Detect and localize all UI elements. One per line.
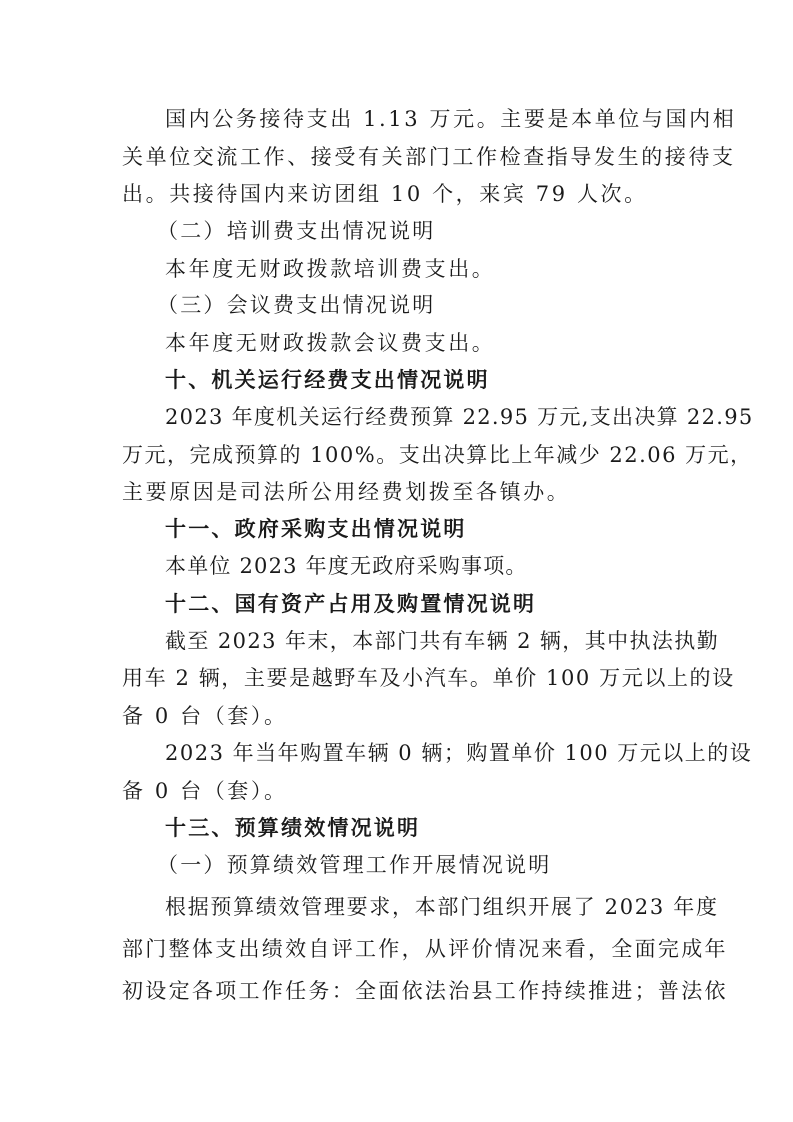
- performance-line-2: 部门整体支出绩效自评工作，从评价情况来看，全面完成年: [122, 937, 728, 961]
- section-13-heading: 十三、预算绩效情况说明: [165, 816, 421, 840]
- section-10-heading: 十、机关运行经费支出情况说明: [165, 368, 490, 392]
- section-12-line-4: 2023 年当年购置车辆 0 辆；购置单价 100 万元以上的设: [165, 741, 753, 765]
- section-12-heading: 十二、国有资产占用及购置情况说明: [165, 592, 537, 616]
- section-10-line-1: 2023 年度机关运行经费预算 22.95 万元,支出决算 22.95: [165, 405, 754, 429]
- reception-paragraph-line-1: 国内公务接待支出 1.13 万元。主要是本单位与国内相: [165, 107, 737, 131]
- training-subheading: （二）培训费支出情况说明: [157, 219, 436, 243]
- meeting-subheading: （三）会议费支出情况说明: [157, 293, 436, 317]
- performance-subheading: （一）预算绩效管理工作开展情况说明: [157, 853, 552, 877]
- section-12-line-1: 截至 2023 年末，本部门共有车辆 2 辆，其中执法执勤: [165, 629, 720, 653]
- section-10-line-2: 万元，完成预算的 100%。支出决算比上年减少 22.06 万元，: [122, 443, 753, 467]
- section-10-line-3: 主要原因是司法所公用经费划拨至各镇办。: [122, 480, 571, 504]
- section-12-line-3: 备 0 台（套）。: [122, 704, 288, 728]
- reception-paragraph-line-2: 关单位交流工作、接受有关部门工作检查指导发生的接待支: [122, 145, 736, 169]
- performance-line-3: 初设定各项工作任务：全面依法治县工作持续推进；普法依: [122, 979, 728, 1003]
- section-12-line-2: 用车 2 辆，主要是越野车及小汽车。单价 100 万元以上的设: [122, 666, 735, 690]
- reception-paragraph-line-3: 出。共接待国内来访团组 10 个，来宾 79 人次。: [122, 182, 648, 206]
- section-12-line-5: 备 0 台（套）。: [122, 779, 288, 803]
- meeting-text: 本年度无财政拨款会议费支出。: [165, 331, 496, 355]
- section-11-text: 本单位 2023 年度无政府采购事项。: [165, 554, 528, 578]
- section-11-heading: 十一、政府采购支出情况说明: [165, 517, 467, 541]
- performance-line-1: 根据预算绩效管理要求，本部门组织开展了 2023 年度: [165, 895, 719, 919]
- training-text: 本年度无财政拨款培训费支出。: [165, 257, 496, 281]
